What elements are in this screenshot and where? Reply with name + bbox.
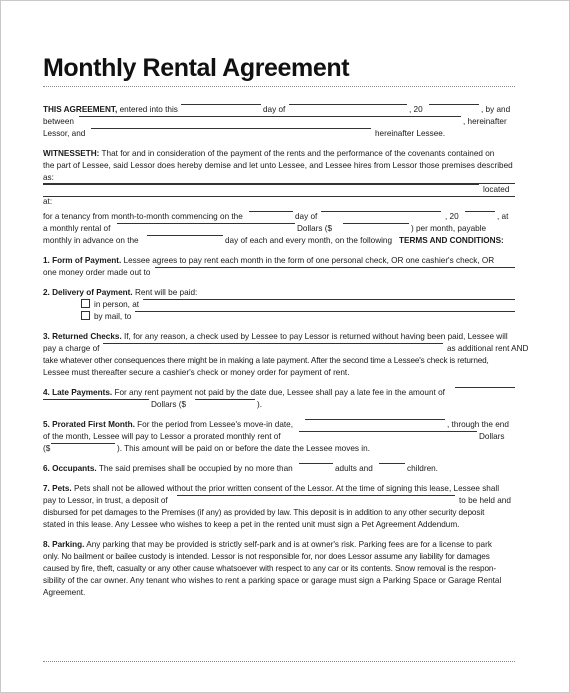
section-7-text-4: stated in this lease. Any Lessee who wishes to keep a pet in the rented unit must sign a Pet Agreement Addendum. (43, 520, 460, 529)
blank-premises-2[interactable] (43, 184, 479, 185)
witnesseth-line-3 (43, 172, 515, 184)
section-8-text-1: Any parking that may be provided is strictly self-park and is at owner's risk. Parking fees are for a license to park (86, 540, 492, 549)
section-8-line-5 (43, 587, 515, 599)
section-1-heading: 1. Form of Payment. (43, 256, 122, 265)
section-7-line-2 (43, 495, 515, 507)
blank-late-fee-words[interactable] (455, 387, 515, 388)
intro-day-of: day of (263, 105, 286, 114)
blank-in-person-location[interactable] (143, 299, 515, 300)
agreement-body (43, 104, 529, 599)
section-1-line-2 (43, 267, 515, 279)
section-7-line-1 (43, 483, 515, 495)
section-2-text: Rent will be paid: (134, 288, 198, 297)
witnesseth-text-2: the part of Lessee, said Lessor does hereby demise and let unto Lessee, and Lessee hires from Lessor those premises described (43, 161, 513, 170)
witnesseth-comma-20: , 20 (445, 212, 459, 221)
section-8-heading: 8. Parking. (43, 540, 85, 549)
section-8-line-1 (43, 539, 515, 551)
section-8-text-3: caused by fire, theft, casualty or any other cause whatsoever with respect to any car or its contents. Snow removal is the respon- (43, 564, 497, 573)
witnesseth-line-5 (43, 196, 515, 208)
witnesseth-per-month: ) per month, payable (411, 224, 487, 233)
section-7-held: to be held and (459, 496, 511, 505)
section-7-text-1: Pets shall not be allowed without the prior written consent of the Lessor. At the time of signing this lease, Lessee shall (73, 484, 500, 493)
section-6-line-1 (43, 463, 515, 475)
blank-address[interactable] (43, 196, 515, 197)
witnesseth-tenancy: for a tenancy from month-to-month commencing on the (43, 212, 243, 221)
witnesseth-advance: monthly in advance on the (43, 236, 139, 245)
section-3-line-1 (43, 331, 515, 343)
section-1-line-1 (43, 255, 515, 267)
section-6-text: The said premises shall be occupied by no more than (98, 464, 293, 473)
section-8-text-4: sibility of the car owner. Any tenant who wishes to rent a parking space or garage must sign a Parking Space or Garage Rental (43, 576, 502, 585)
intro-line-3 (43, 128, 515, 140)
section-5-through: , through the end (447, 420, 509, 429)
section-5-line-3 (43, 443, 515, 455)
section-7-line-3 (43, 507, 515, 519)
section-7-line-4 (43, 519, 515, 531)
blank-lessor-name[interactable] (79, 116, 461, 117)
blank-move-in-date[interactable] (305, 419, 445, 420)
section-2-line-1 (43, 287, 515, 299)
blank-prorated-words[interactable] (299, 431, 477, 432)
section-1-made-out: one money order made out to (43, 268, 151, 277)
section-2-option-2 (43, 311, 515, 323)
intro-lessor-and: Lessor, and (43, 129, 86, 138)
section-5-heading: 5. Prorated First Month. (43, 420, 135, 429)
section-1-text: Lessee agrees to pay rent each month in the form of one personal check, OR one cashier's check, OR (123, 256, 495, 265)
witnesseth-at-2: , at (497, 212, 509, 221)
section-3-line-3 (43, 355, 515, 367)
witnesseth-each-month: day of each and every month, on the following (225, 236, 393, 245)
section-3-heading: 3. Returned Checks. (43, 332, 122, 341)
witnesseth-line-7 (43, 223, 515, 235)
blank-commence-day[interactable] (249, 211, 293, 212)
section-5-text-1: For the period from Lessee's move-in date, (137, 420, 294, 429)
section-3-line-2 (43, 343, 529, 355)
bottom-divider (43, 661, 515, 662)
section-3-additional: as additional rent AND (447, 344, 529, 353)
blank-commence-year[interactable] (465, 211, 495, 212)
section-5-paren: ($ (43, 444, 51, 453)
intro-hereinafter: , hereinafter (463, 117, 507, 126)
intro-by-and: , by and (481, 105, 511, 114)
blank-prorated-amount[interactable] (51, 443, 115, 444)
intro-line-1 (43, 104, 515, 116)
blank-children[interactable] (379, 463, 405, 464)
section-2-option-1 (43, 299, 515, 311)
section-5-line-2 (43, 431, 515, 443)
by-mail-checkbox[interactable] (81, 311, 90, 320)
blank-month[interactable] (289, 104, 407, 105)
witnesseth-day-of: day of (295, 212, 318, 221)
blank-rent-amount[interactable] (343, 223, 409, 224)
witnesseth-line-4 (43, 184, 515, 196)
section-3-text-4: Lessee must thereafter secure a cashier's check or money order for payment of rent. (43, 368, 350, 377)
section-4-dollars: Dollars ($ (151, 400, 187, 409)
witnesseth-as: as: (43, 173, 54, 182)
document-title: Monthly Rental Agreement (43, 54, 350, 82)
section-3-text-3: take whatever other consequences there might be in making a late payment. After the second time a Lessee's check is returned, (43, 356, 489, 365)
witnesseth-line-1 (43, 148, 515, 160)
section-8-line-4 (43, 575, 515, 587)
intro-entered: entered into this (119, 105, 178, 114)
section-8-line-2 (43, 551, 515, 563)
section-7-deposit: pay to Lessor, in trust, a deposit of (43, 496, 168, 505)
witnesseth-line-2 (43, 160, 515, 172)
section-4-text: For any rent payment not paid by the date due, Lessee shall pay a late fee in the amount of (114, 388, 445, 397)
in-person-checkbox[interactable] (81, 299, 90, 308)
blank-mail-address[interactable] (135, 311, 515, 312)
section-6-adults: adults and (335, 464, 373, 473)
blank-commence-month[interactable] (321, 211, 441, 212)
section-3-text-1: If, for any reason, a check used by Lessee to pay Lessor is returned without having been paid, Lessee will (124, 332, 508, 341)
section-2-heading: 2. Delivery of Payment. (43, 288, 133, 297)
blank-late-fee-amount[interactable] (195, 399, 255, 400)
blank-lessee-name[interactable] (91, 128, 371, 129)
section-7-heading: 7. Pets. (43, 484, 72, 493)
intro-hereinafter-lessee: hereinafter Lessee. (375, 129, 446, 138)
witnesseth-text-1: That for and in consideration of the payment of the rents and the performance of the covenants contained on (101, 149, 495, 158)
in-person-label: in person, at (94, 300, 140, 309)
section-3-charge: pay a charge of (43, 344, 100, 353)
intro-line-2 (43, 116, 515, 128)
intro-comma-20: , 20 (409, 105, 423, 114)
by-mail-label: by mail, to (94, 312, 132, 321)
section-6-heading: 6. Occupants. (43, 464, 97, 473)
top-divider (43, 86, 515, 87)
intro-this-agreement: THIS AGREEMENT, (43, 105, 118, 114)
blank-adults[interactable] (299, 463, 333, 464)
witnesseth-monthly-rental: a monthly rental of (43, 224, 111, 233)
section-6-children: children. (407, 464, 438, 473)
section-5-text-3: ). This amount will be paid on or before the date the Lessee moves in. (117, 444, 370, 453)
section-5-line-1 (43, 419, 515, 431)
terms-heading: TERMS AND CONDITIONS: (399, 236, 504, 245)
section-5-dollars: Dollars (479, 432, 505, 441)
blank-pet-deposit[interactable] (177, 495, 455, 496)
witnesseth-dollars: Dollars ($ (297, 224, 333, 233)
section-5-text-2: of the month, Lessee will pay to Lessor a prorated monthly rent of (43, 432, 281, 441)
blank-year[interactable] (429, 104, 479, 105)
blank-late-fee-words-2[interactable] (43, 399, 149, 400)
section-8-text-2: only. No bailment or bailee custody is intended. Lessor is not responsible for, nor does Lessor assume any liability for damages (43, 552, 490, 561)
section-4-heading: 4. Late Payments. (43, 388, 113, 397)
section-8-text-5: Agreement. (43, 588, 86, 597)
blank-payee[interactable] (155, 267, 515, 268)
witnesseth-located: located (483, 185, 510, 194)
section-7-text-3: disbursed for pet damages to the Premises (if any) as provided by law. This deposit is in addition to any other security deposit (43, 508, 485, 517)
section-8-line-3 (43, 563, 515, 575)
witnesseth-line-8 (43, 235, 515, 247)
blank-day[interactable] (181, 104, 261, 105)
intro-between: between (43, 117, 74, 126)
section-3-line-4 (43, 367, 515, 379)
witnesseth-label: WITNESSETH: (43, 149, 100, 158)
section-4-line-2 (43, 399, 515, 411)
witnesseth-at: at: (43, 197, 53, 206)
section-4-close: ). (257, 400, 263, 409)
witnesseth-line-6 (43, 211, 515, 223)
blank-due-day[interactable] (147, 235, 223, 236)
blank-rent-words[interactable] (117, 223, 295, 224)
section-4-line-1 (43, 387, 515, 399)
blank-returned-check-fee[interactable] (103, 343, 443, 344)
